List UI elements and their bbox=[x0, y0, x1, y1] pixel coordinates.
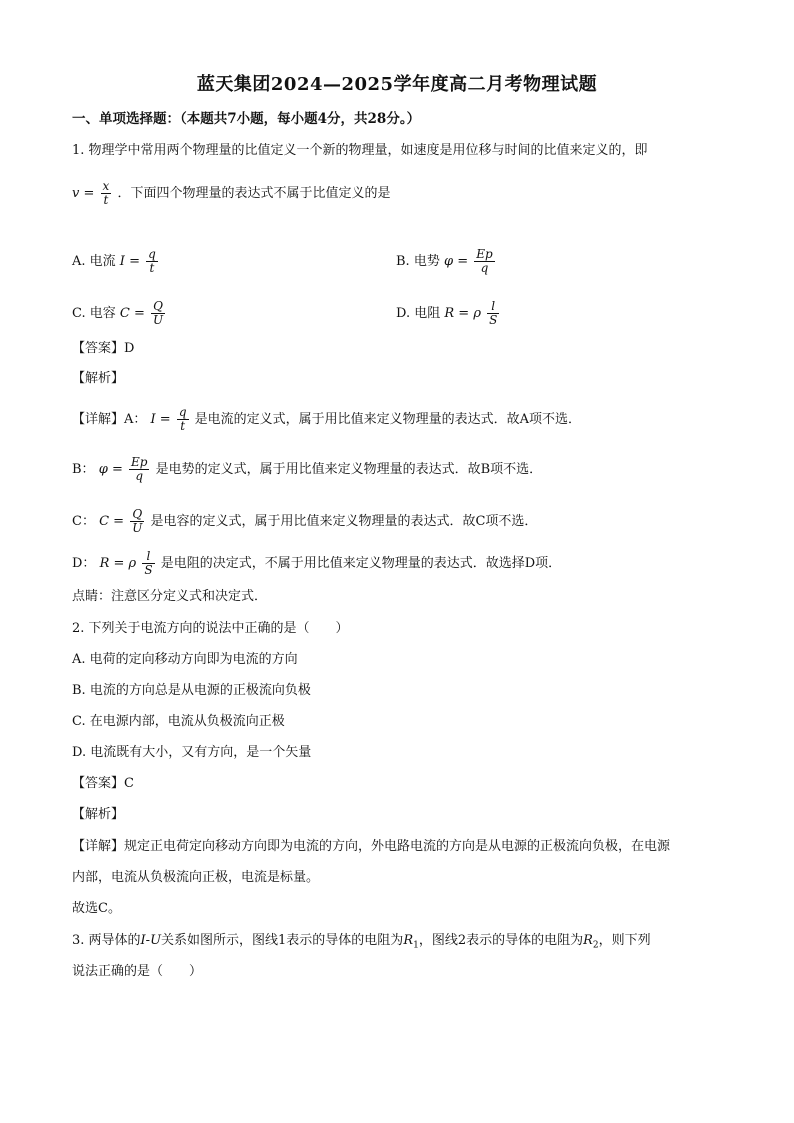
option-label: A. 电流 bbox=[72, 254, 116, 269]
q1-detail-c bbox=[72, 508, 537, 535]
option-label: C. 电容 bbox=[72, 306, 116, 321]
fraction-denominator: U bbox=[153, 313, 164, 327]
q2-analysis-heading: 【解析】 bbox=[72, 807, 125, 822]
r1-symbol: R bbox=[403, 933, 414, 948]
formula-fraction bbox=[142, 550, 154, 577]
formula-fraction bbox=[146, 248, 158, 275]
formula-fraction bbox=[177, 406, 189, 433]
q2-answer: 【答案】C bbox=[72, 776, 134, 791]
q2-option-a: A. 电荷的定向移动方向即为电流的方向 bbox=[72, 652, 298, 667]
detail-text: 是电流的定义式，属于用比值来定义物理量的表达式．故A项不选． bbox=[194, 412, 582, 427]
q1-stem-line2 bbox=[72, 180, 390, 207]
q1-detail-d bbox=[72, 550, 561, 577]
fraction-denominator: q bbox=[474, 261, 494, 275]
option-label: B. 电势 bbox=[396, 254, 440, 269]
detail-prefix: B： bbox=[72, 462, 95, 477]
fraction-denominator: S bbox=[489, 313, 498, 327]
q3-stem-line1 bbox=[72, 932, 651, 955]
q1-option-b bbox=[396, 248, 497, 275]
formula-fraction bbox=[151, 300, 165, 327]
fraction-denominator: S bbox=[144, 563, 153, 577]
fraction-numerator: l bbox=[146, 549, 151, 563]
detail-prefix: C： bbox=[72, 514, 95, 529]
section-heading: 一、单项选择题：（本题共7小题，每小题4分，共28分。） bbox=[72, 111, 421, 127]
q1-detail-a bbox=[72, 406, 581, 433]
q3-stem-line2: 说法正确的是（ ） bbox=[72, 964, 203, 979]
formula-lhs: I = bbox=[150, 412, 171, 427]
q2-stem: 2. 下列关于电流方向的说法中正确的是（ ） bbox=[72, 621, 349, 636]
fraction-numerator: x bbox=[102, 179, 110, 193]
stem-text: 关系如图所示，图线1表示的导体的电阻为 bbox=[161, 933, 404, 948]
detail-prefix: 【详解】A： bbox=[72, 412, 147, 427]
stem-text: ，图线2表示的导体的电阻为 bbox=[418, 933, 584, 948]
detail-text: 是电阻的决定式，不属于用比值来定义物理量的表达式．故选择D项． bbox=[160, 556, 562, 571]
fraction-denominator: t bbox=[177, 419, 189, 433]
q1-detail-b bbox=[72, 456, 542, 483]
formula-lhs: I = bbox=[119, 254, 140, 269]
formula-lhs: C = bbox=[119, 306, 145, 321]
fraction-numerator: Q bbox=[153, 299, 163, 313]
formula-lhs: R = ρ bbox=[444, 306, 481, 321]
formula-lhs: φ = bbox=[443, 254, 469, 269]
formula-fraction bbox=[474, 248, 494, 275]
formula-fraction bbox=[129, 456, 149, 483]
r1-subscript: 1 bbox=[413, 940, 419, 951]
q1-analysis-heading: 【解析】 bbox=[72, 371, 125, 386]
r2-symbol: R bbox=[583, 933, 593, 948]
q1-stem-line1: 1. 物理学中常用两个物理量的比值定义一个新的物理量，如速度是用位移与时间的比值来定义的，即 bbox=[72, 143, 648, 158]
q2-detail-line1: 【详解】规定正电荷定向移动方向即为电流的方向，外电路电流的方向是从电源的正极流向负极，在电源 bbox=[72, 839, 671, 854]
q2-option-d: D. 电流既有大小，又有方向，是一个矢量 bbox=[72, 745, 312, 760]
detail-prefix: D： bbox=[72, 556, 96, 571]
q1-option-a bbox=[72, 248, 160, 275]
q2-conclusion: 故选C。 bbox=[72, 901, 121, 916]
option-label: D. 电阻 bbox=[396, 306, 441, 321]
fraction-numerator: l bbox=[491, 299, 496, 313]
fraction-numerator: Ep bbox=[130, 455, 148, 469]
r2-subscript: 2 bbox=[592, 940, 599, 951]
q2-option-c: C. 在电源内部，电流从负极流向正极 bbox=[72, 714, 285, 729]
q2-option-b: B. 电流的方向总是从电源的正极流向负极 bbox=[72, 683, 311, 698]
q1-note: 点睛：注意区分定义式和决定式． bbox=[72, 589, 268, 604]
q2-detail-line2: 内部，电流从负极流向正极，电流是标量。 bbox=[72, 870, 320, 885]
detail-text: 是电容的定义式，属于用比值来定义物理量的表达式．故C项不选． bbox=[150, 514, 538, 529]
velocity-lhs: v = bbox=[72, 186, 95, 201]
fraction-denominator: U bbox=[132, 521, 143, 535]
stem-text: ，则下列 bbox=[598, 933, 651, 948]
formula-lhs: R = ρ bbox=[99, 556, 137, 571]
fraction-numerator: q bbox=[148, 247, 156, 261]
q1-answer: 【答案】D bbox=[72, 341, 135, 356]
formula-fraction bbox=[130, 508, 144, 535]
fraction-denominator: t bbox=[101, 193, 112, 207]
formula-lhs: C = bbox=[99, 514, 125, 529]
formula-fraction bbox=[487, 300, 499, 327]
fraction-numerator: Ep bbox=[476, 247, 493, 261]
iu-symbol: I-U bbox=[140, 933, 162, 948]
fraction-denominator: q bbox=[129, 469, 149, 483]
formula-lhs: φ = bbox=[98, 462, 123, 477]
detail-text: 是电势的定义式，属于用比值来定义物理量的表达式．故B项不选． bbox=[155, 462, 543, 477]
q1-option-d bbox=[396, 300, 501, 327]
velocity-fraction bbox=[101, 180, 112, 207]
page-title: 蓝天集团2024—2025学年度高二月考物理试题 bbox=[196, 74, 598, 95]
fraction-numerator: Q bbox=[132, 507, 143, 521]
stem-text: 3. 两导体的 bbox=[72, 933, 141, 948]
q1-stem-text: ．下面四个物理量的表达式不属于比值定义的是 bbox=[117, 186, 391, 201]
fraction-denominator: t bbox=[146, 261, 158, 275]
fraction-numerator: q bbox=[178, 405, 187, 419]
q1-option-c bbox=[72, 300, 167, 327]
